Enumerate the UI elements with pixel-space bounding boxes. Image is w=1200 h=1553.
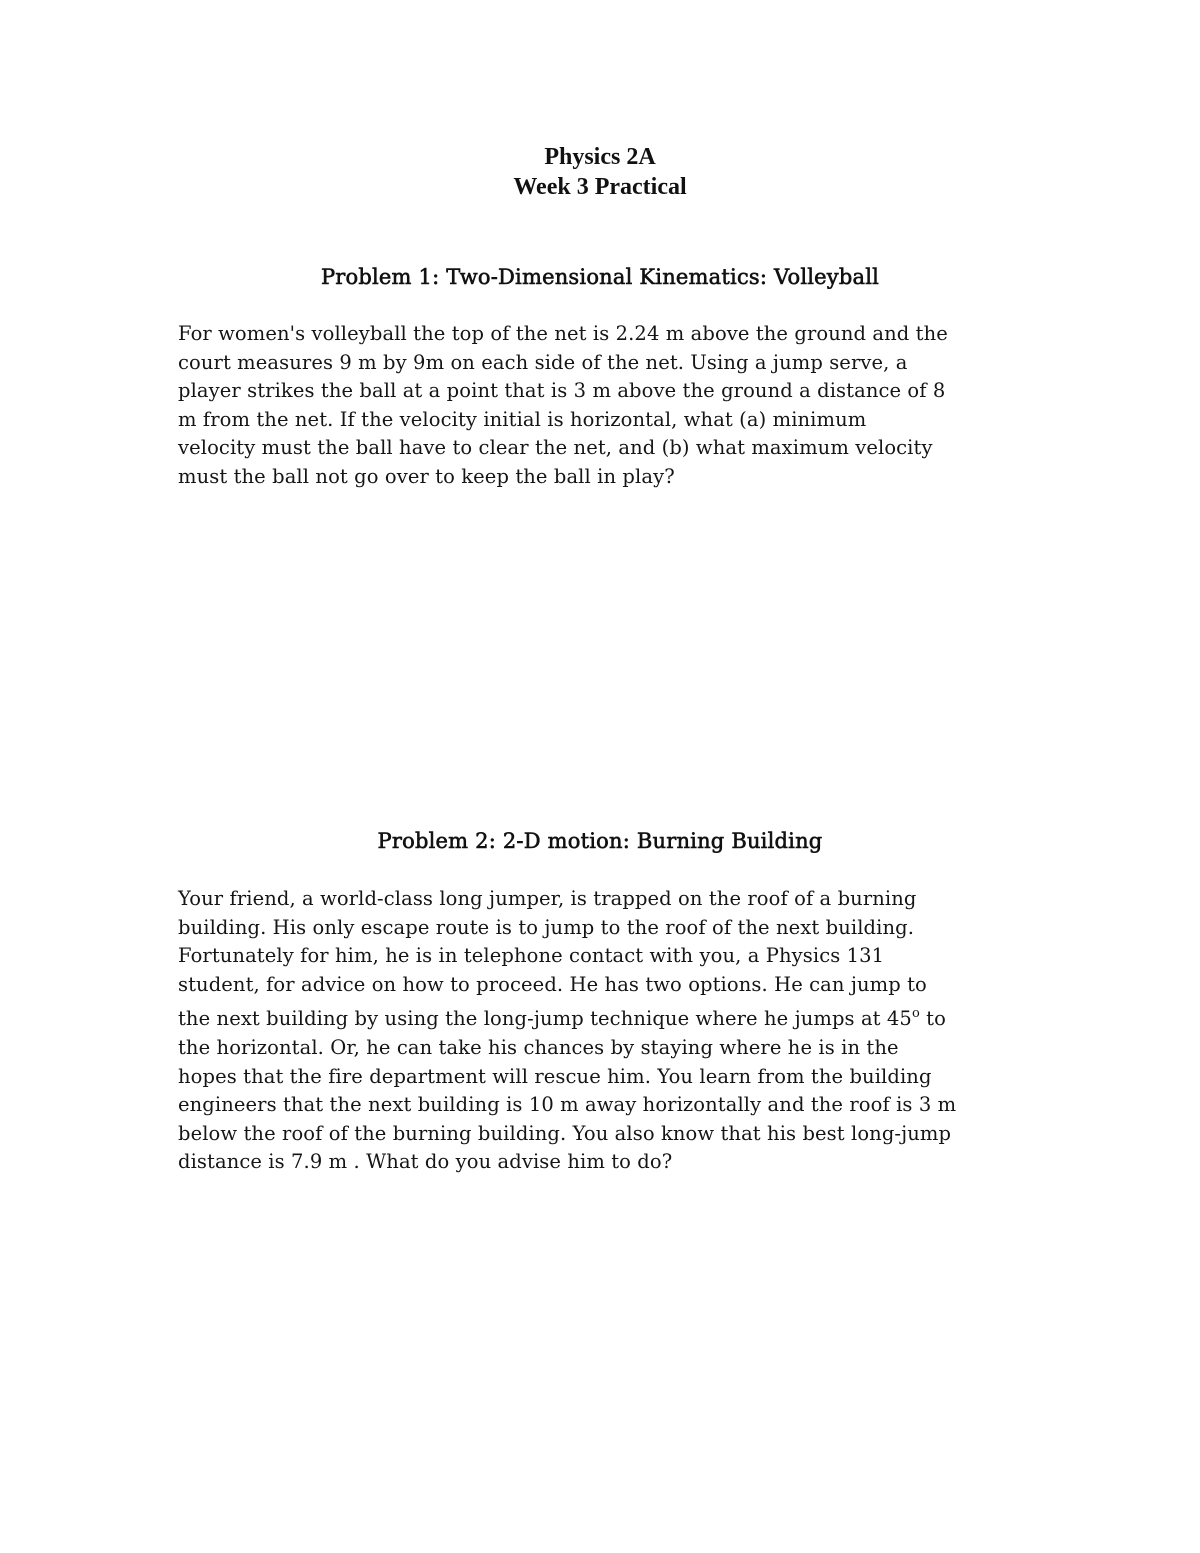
line-text: to [919,1007,946,1031]
degree-superscript: o [911,1006,920,1022]
line-text: the next building by using the long-jump technique where he jumps at 45 [178,1007,912,1031]
problem-2-line: engineers that the next building is 10 m away horizontally and the roof is 3 m [178,1093,957,1117]
problem-2-line: student, for advice on how to proceed. He has two options. He can jump to [178,972,927,996]
problem-1-line: court measures 9 m by 9m on each side of the net. Using a jump serve, a [178,350,908,374]
problem-2-line: below the roof of the burning building. You also know that his best long-jump [178,1121,952,1145]
problem-2-line [178,1005,1038,1034]
problem-1-heading: Problem 1: Two-Dimensional Kinematics: Volleyball [320,265,880,289]
problem-2-line: the horizontal. Or, he can take his chances by staying where he is in the [178,1035,899,1059]
problem-1-line: player strikes the ball at a point that is 3 m above the ground a distance of 8 [178,379,946,403]
problem-1-line: For women's volleyball the top of the net is 2.24 m above the ground and the [178,322,948,345]
problem-1-line: velocity must the ball have to clear the net, and (b) what maximum velocity [178,436,933,460]
problem-2-line: hopes that the fire department will rescue him. You learn from the building [178,1064,932,1088]
problem-2-line: building. His only escape route is to jump to the roof of the next building. [178,915,914,939]
problem-2-line: distance is 7.9 m . What do you advise him to do? [178,1150,673,1174]
problem-1-line: must the ball not go over to keep the ball in play? [178,464,675,488]
problem-2-heading: Problem 2: 2-D motion: Burning Building [377,829,823,853]
problem-1-line: m from the net. If the velocity initial is horizontal, what (a) minimum [178,407,867,431]
problem-2-line: Fortunately for him, he is in telephone contact with you, a Physics 131 [178,944,885,968]
session-title: Week 3 Practical [513,174,687,200]
problem-1-text [178,320,1038,492]
document-title [0,142,1200,202]
problem-2-text [178,885,1038,1177]
problem-2-line: Your friend, a world-class long jumper, is trapped on the roof of a burning [178,887,917,910]
course-title: Physics 2A [544,144,656,170]
